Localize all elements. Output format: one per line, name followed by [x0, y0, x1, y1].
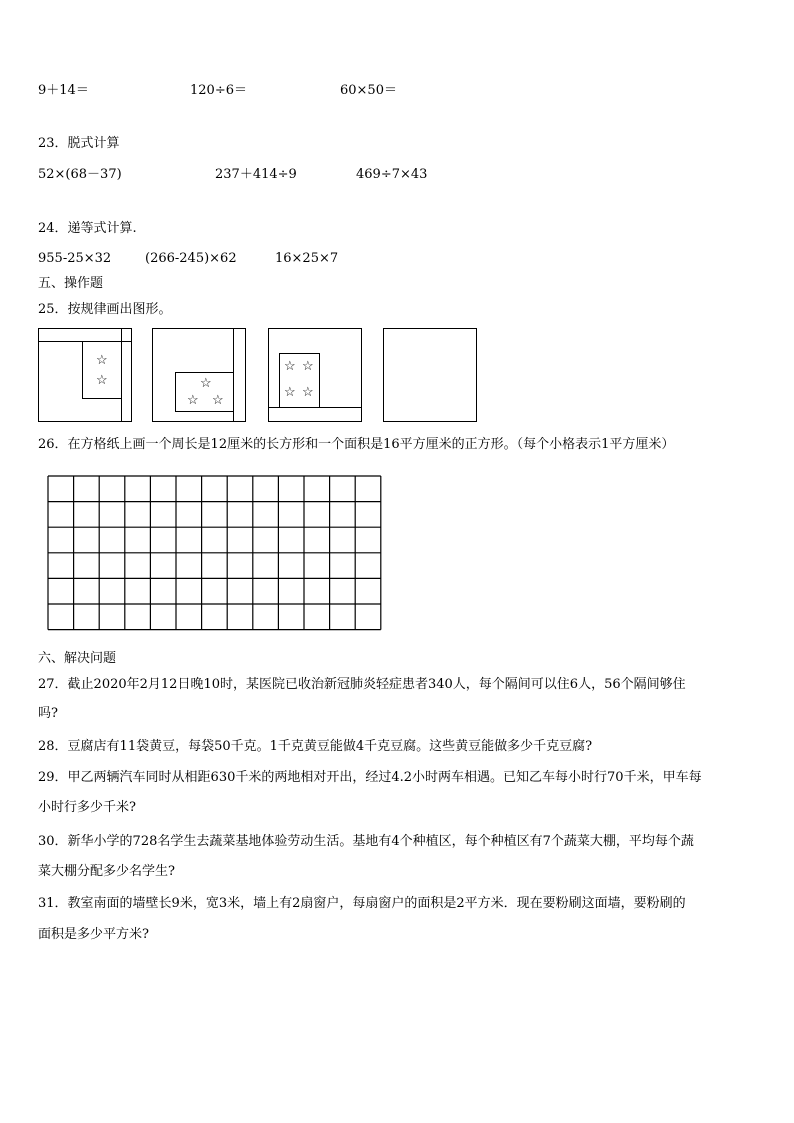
pattern-figure-4-blank[interactable]: [383, 328, 477, 422]
star-icon: ☆: [284, 385, 296, 400]
top-row-item-3: 60×50＝: [340, 83, 397, 98]
figure-3-star-box: [279, 353, 320, 408]
q24-title: 24．递等式计算.: [38, 221, 137, 236]
q23-item-3: 469÷7×43: [356, 167, 428, 182]
q29-line-1: 29．甲乙两辆汽车同时从相距630千米的两地相对开出，经过4.2小时两车相遇。已知乙车每小时行70千米，甲车每: [38, 770, 702, 785]
q31-line-1: 31．教室南面的墙壁长9米，宽3米，墙上有2扇窗户，每扇窗户的面积是2平方米．现在要粉刷这面墙，要粉刷的: [38, 896, 686, 911]
star-icon: ☆: [302, 385, 314, 400]
pattern-figure-1: [38, 328, 132, 422]
section-6-heading: 六、解决问题: [38, 651, 117, 666]
q24-item-1: 955-25×32: [38, 251, 112, 266]
pattern-figure-2: [152, 328, 246, 422]
q29-line-2: 小时行多少千米?: [38, 800, 136, 815]
star-icon: ☆: [302, 359, 314, 374]
star-icon: ☆: [96, 373, 108, 388]
q26-title: 26．在方格纸上画一个周长是12厘米的长方形和一个面积是16平方厘米的正方形。（每个小格表示1平方厘米）: [38, 437, 675, 452]
q24-item-3: 16×25×7: [275, 251, 339, 266]
q30-line-2: 菜大棚分配多少名学生?: [38, 864, 175, 879]
q31-line-2: 面积是多少平方米?: [38, 927, 149, 942]
section-5-heading: 五、操作题: [38, 276, 104, 291]
figure-1-star-box: [82, 341, 122, 399]
q25-title: 25．按规律画出图形。: [38, 302, 172, 317]
q23-title: 23．脱式计算: [38, 136, 120, 151]
star-icon: ☆: [212, 393, 224, 408]
star-icon: ☆: [200, 376, 212, 391]
top-row-item-2: 120÷6＝: [190, 83, 247, 98]
figure-2-star-box: [175, 372, 234, 412]
q30-line-1: 30．新华小学的728名学生去蔬菜基地体验劳动生活。基地有4个种植区，每个种植区有7个蔬菜大棚，平均每个蔬: [38, 834, 694, 849]
q28-text: 28．豆腐店有11袋黄豆，每袋50千克。1千克黄豆能做4千克豆腐。这些黄豆能做多少千克豆腐?: [38, 739, 593, 754]
pattern-figure-3: [268, 328, 362, 422]
q23-item-1: 52×(68－37): [38, 167, 122, 182]
top-row-item-1: 9＋14＝: [38, 83, 89, 98]
star-icon: ☆: [284, 359, 296, 374]
q24-item-2: (266-245)×62: [145, 251, 237, 266]
q27-line-2: 吗?: [38, 706, 58, 721]
q23-item-2: 237＋414÷9: [215, 167, 297, 182]
star-icon: ☆: [187, 393, 199, 408]
graph-paper-grid[interactable]: [47, 475, 383, 631]
q27-line-1: 27．截止2020年2月12日晚10时，某医院已收治新冠肺炎轻症患者340人，每个隔间可以住6人，56个隔间够住: [38, 677, 686, 692]
star-icon: ☆: [96, 353, 108, 368]
